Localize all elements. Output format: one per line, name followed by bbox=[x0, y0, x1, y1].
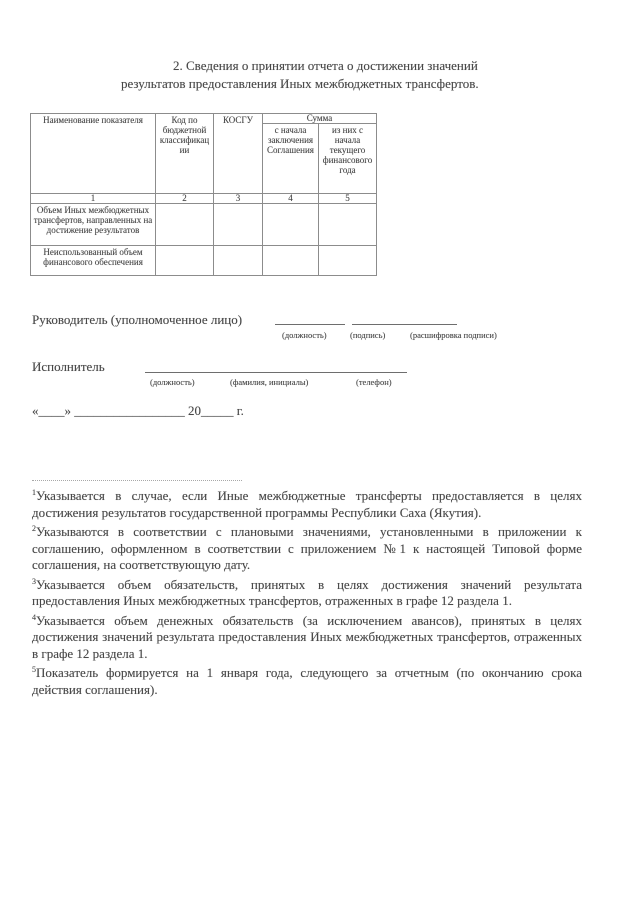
section-title-line-2: результатов предоставления Иных межбюджетных трансфертов. bbox=[121, 76, 479, 91]
row-kosgu-cell bbox=[214, 246, 263, 276]
head-signature-line bbox=[352, 324, 457, 325]
header-sum-current-year: из них с начала текущего финансового года bbox=[319, 124, 377, 194]
footnote-2 bbox=[32, 524, 582, 574]
footnote-5 bbox=[32, 665, 582, 698]
date-line: «____» _________________ 20_____ г. bbox=[32, 403, 244, 418]
executor-line bbox=[145, 372, 407, 373]
header-sum: Сумма bbox=[263, 114, 377, 124]
column-number: 1 bbox=[31, 194, 156, 204]
report-table-container bbox=[30, 113, 376, 276]
footnote-text: Указывается в случае, если Иные межбюджетные трансферты предоставляется в целях достижения результатов государственной программы Республики Саха (Якутия). bbox=[32, 488, 582, 520]
executor-caption-phone: (телефон) bbox=[356, 377, 392, 387]
footnote-3 bbox=[32, 577, 582, 610]
row-sum-total-cell bbox=[263, 204, 319, 246]
footnotes bbox=[32, 488, 582, 701]
footnote-1 bbox=[32, 488, 582, 521]
footnote-mark: 5 bbox=[32, 665, 36, 674]
footnote-text: Показатель формируется на 1 января года, следующего за отчетным (по окончанию срока действия соглашения). bbox=[32, 665, 582, 697]
row-sum-total-cell bbox=[263, 246, 319, 276]
header-kosgu: КОСГУ bbox=[214, 114, 263, 194]
table-header-row bbox=[31, 114, 377, 124]
report-table bbox=[30, 113, 377, 276]
table-row bbox=[31, 246, 377, 276]
head-position-line bbox=[275, 324, 345, 325]
row-indicator-name: Объем Иных межбюджетных трансфертов, направленных на достижение результатов bbox=[31, 204, 156, 246]
footnote-text: Указываются в соответствии с плановыми значениями, установленными в приложении к соглашению, оформленном в соответствии с приложением №1 к настоящей Типовой форме соглашения, на соответствующую дату. bbox=[32, 524, 582, 572]
footnote-4 bbox=[32, 613, 582, 663]
head-caption-signature-transcript: (расшифровка подписи) bbox=[410, 330, 497, 340]
column-numbers-row bbox=[31, 194, 377, 204]
head-caption-signature: (подпись) bbox=[350, 330, 386, 340]
row-kosgu-cell bbox=[214, 204, 263, 246]
executor-caption-name: (фамилия, инициалы) bbox=[230, 377, 309, 387]
row-sum-year-cell bbox=[319, 246, 377, 276]
footnote-separator bbox=[32, 480, 242, 481]
footnote-mark: 3 bbox=[32, 576, 36, 586]
executor-label: Исполнитель bbox=[32, 359, 105, 374]
column-number: 2 bbox=[156, 194, 214, 204]
row-sum-year-cell bbox=[319, 204, 377, 246]
footnote-mark: 2 bbox=[32, 524, 36, 533]
header-indicator-name: Наименование показателя bbox=[31, 114, 156, 194]
header-budget-code: Код по бюджетной классификации bbox=[156, 114, 214, 194]
row-budget-code-cell bbox=[156, 246, 214, 276]
executor-caption-position: (должность) bbox=[150, 377, 195, 387]
column-number: 3 bbox=[214, 194, 263, 204]
footnote-text: Указывается объем обязательств, принятых в целях достижения значений результата предоставления Иных межбюджетных трансфертов, отраженных в графе 12 раздела 1. bbox=[32, 576, 582, 608]
head-caption-position: (должность) bbox=[282, 330, 327, 340]
row-indicator-name: Неиспользованный объем финансового обеспечения bbox=[31, 246, 156, 276]
row-budget-code-cell bbox=[156, 204, 214, 246]
footnote-text: Указывается объем денежных обязательств (за исключением авансов), принятых в целях достижения значений результата предоставления Иных межбюджетных трансфертов, отраженных в графе 12 раздела 1. bbox=[32, 612, 582, 661]
section-title-line-1: 2. Сведения о принятии отчета о достижении значений bbox=[173, 58, 478, 73]
head-label: Руководитель (уполномоченное лицо) bbox=[32, 312, 243, 327]
header-sum-from-agreement-start: с начала заключения Соглашения bbox=[263, 124, 319, 194]
footnote-mark: 1 bbox=[32, 488, 36, 497]
column-number: 5 bbox=[319, 194, 377, 204]
table-row bbox=[31, 204, 377, 246]
footnote-mark: 4 bbox=[32, 612, 36, 622]
column-number: 4 bbox=[263, 194, 319, 204]
